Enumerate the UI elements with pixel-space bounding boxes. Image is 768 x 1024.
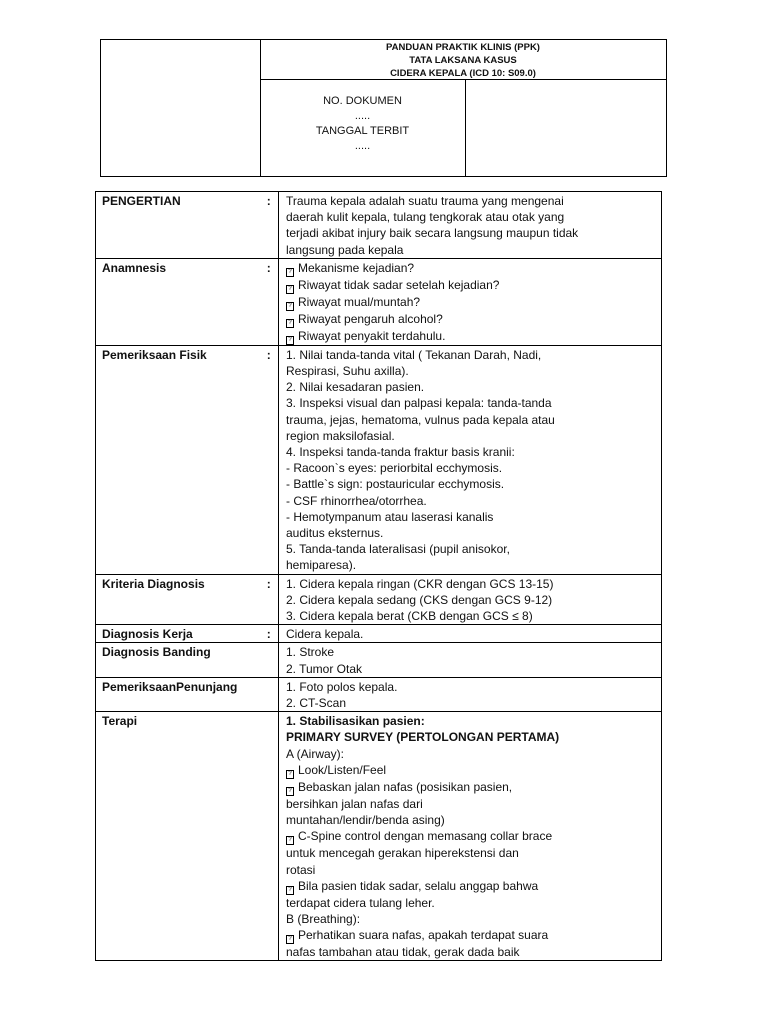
text-line: untuk mencegah gerakan hiperekstensi dan (286, 846, 519, 861)
checkbox-glyph-icon: ? (286, 935, 294, 944)
text-line: terjadi akibat injury baik secara langsung maupun tidak (286, 226, 579, 241)
list-item: ? Look/Listen/Feel (286, 762, 661, 779)
row-kriteria-diagnosis (96, 574, 662, 625)
text-line: - CSF rhinorrhea/otorrhea. (286, 493, 427, 508)
checkbox-glyph-icon: ? (286, 302, 294, 311)
doc-number-label: NO. DOKUMEN (323, 95, 402, 107)
text-line: trauma, jejas, hematoma, vulnus pada kepala atau (286, 412, 555, 427)
text-line: 1. Nilai tanda-tanda vital ( Tekanan Darah, Nadi, (286, 347, 542, 362)
value-terapi (279, 712, 662, 961)
text-line: auditus eksternus. (286, 526, 384, 541)
text-line: 3. Inspeksi visual dan palpasi kepala: tanda-tanda (286, 396, 552, 411)
checkbox-glyph-icon: ? (286, 787, 294, 796)
list-item: ? Bila pasien tidak sadar, selalu anggap bahwa (286, 878, 661, 895)
checkbox-glyph-icon: ? (286, 336, 294, 345)
text-line: 1. Stroke (286, 645, 335, 660)
text-line: daerah kulit kepala, tulang tengkorak atau otak yang (286, 210, 565, 225)
text-line: hemiparesa). (286, 558, 357, 573)
text-line: 2. CT-Scan (286, 696, 347, 711)
row-diagnosis-kerja (96, 625, 662, 643)
text-line: - Racoon`s eyes: periorbital ecchymosis. (286, 461, 503, 476)
list-item: ? Riwayat mual/muntah? (286, 294, 661, 311)
text-line: A (Airway): (286, 746, 345, 761)
value-anamnesis (279, 258, 662, 345)
issue-date-label: TANGGAL TERBIT (315, 125, 410, 137)
checkbox-glyph-icon: ? (286, 319, 294, 328)
signature-cell (466, 80, 666, 176)
text-line: 5. Tanda-tanda lateralisasi (pupil anisokor, (286, 542, 510, 557)
checkbox-glyph-icon: ? (286, 886, 294, 895)
text-line: muntahan/lendir/benda asing) (286, 813, 445, 828)
text-line: 2. Tumor Otak (286, 661, 363, 676)
label-diagnosis-kerja: Diagnosis Kerja (96, 625, 260, 643)
checkbox-glyph-icon: ? (286, 770, 294, 779)
row-pemeriksaan-penunjang (96, 677, 662, 711)
value-pemeriksaan-penunjang (279, 677, 662, 711)
list-item: ? Riwayat penyakit terdahulu. (286, 328, 661, 345)
label-pemeriksaan-fisik: Pemeriksaan Fisik (96, 345, 260, 574)
document-title (260, 40, 666, 80)
text-line: nafas tambahan atau tidak, gerak dada baik (286, 945, 520, 960)
label-pemeriksaan-penunjang: PemeriksaanPenunjang (96, 677, 279, 711)
checkbox-glyph-icon: ? (286, 285, 294, 294)
text-line: terdapat cidera tulang leher. (286, 895, 435, 910)
text-line: langsung pada kepala (286, 242, 404, 257)
value-pengertian (279, 192, 662, 259)
row-pengertian (96, 192, 662, 259)
logo-cell (101, 40, 261, 176)
document-info-cell (260, 80, 466, 176)
separator: : (260, 192, 279, 259)
text-line: 4. Inspeksi tanda-tanda fraktur basis kranii: (286, 445, 515, 460)
row-anamnesis (96, 258, 662, 345)
value-kriteria-diagnosis (279, 574, 662, 625)
text-line: 2. Cidera kepala sedang (CKS dengan GCS 9-12) (286, 592, 553, 607)
separator: : (260, 258, 279, 345)
list-item: ? Riwayat pengaruh alcohol? (286, 311, 661, 328)
document-header (100, 39, 667, 177)
text-line: 1. Cidera kepala ringan (CKR dengan GCS 13-15) (286, 576, 554, 591)
text-line: PRIMARY SURVEY (PERTOLONGAN PERTAMA) (286, 730, 560, 745)
list-item: ? C-Spine control dengan memasang collar brace (286, 828, 661, 845)
text-line: - Battle`s sign: postauricular ecchymosis. (286, 477, 505, 492)
list-item: ? Bebaskan jalan nafas (posisikan pasien, (286, 779, 661, 796)
title-line-2: TATA LAKSANA KASUS (409, 55, 517, 66)
separator: : (260, 574, 279, 625)
checkbox-glyph-icon: ? (286, 268, 294, 277)
label-pengertian: PENGERTIAN (96, 192, 260, 259)
doc-number-value: ..... (354, 110, 371, 122)
list-item: ? Mekanisme kejadian? (286, 260, 661, 277)
text-line: Respirasi, Suhu axilla). (286, 364, 409, 379)
title-line-3: CIDERA KEPALA (ICD 10: S09.0) (390, 68, 536, 79)
text-line: B (Breathing): (286, 911, 361, 926)
separator: : (260, 345, 279, 574)
ppk-content-table (95, 191, 662, 961)
row-terapi (96, 712, 662, 961)
list-item: ? Perhatikan suara nafas, apakah terdapat suara (286, 927, 661, 944)
label-terapi: Terapi (96, 712, 279, 961)
row-diagnosis-banding (96, 643, 662, 677)
issue-date-value: ..... (354, 140, 371, 152)
label-anamnesis: Anamnesis (96, 258, 260, 345)
text-line: region maksilofasial. (286, 428, 395, 443)
checkbox-glyph-icon: ? (286, 836, 294, 845)
text-line: 3. Cidera kepala berat (CKB dengan GCS ≤ 8) (286, 609, 533, 624)
title-line-1: PANDUAN PRAKTIK KLINIS (PPK) (386, 42, 540, 53)
text-line: 1. Stabilisasikan pasien: (286, 714, 425, 729)
value-diagnosis-banding (279, 643, 662, 677)
separator: : (260, 625, 279, 643)
text-line: bersihkan jalan nafas dari (286, 796, 423, 811)
text-line: - Hemotympanum atau laserasi kanalis (286, 509, 494, 524)
value-pemeriksaan-fisik (279, 345, 662, 574)
list-item: ? Riwayat tidak sadar setelah kejadian? (286, 277, 661, 294)
label-kriteria-diagnosis: Kriteria Diagnosis (96, 574, 260, 625)
text-line: 2. Nilai kesadaran pasien. (286, 380, 425, 395)
text-line: rotasi (286, 862, 316, 877)
value-diagnosis-kerja: Cidera kepala. (279, 625, 662, 643)
label-diagnosis-banding: Diagnosis Banding (96, 643, 279, 677)
text-line: Trauma kepala adalah suatu trauma yang mengenai (286, 194, 564, 208)
row-pemeriksaan-fisik (96, 345, 662, 574)
text-line: 1. Foto polos kepala. (286, 679, 398, 694)
